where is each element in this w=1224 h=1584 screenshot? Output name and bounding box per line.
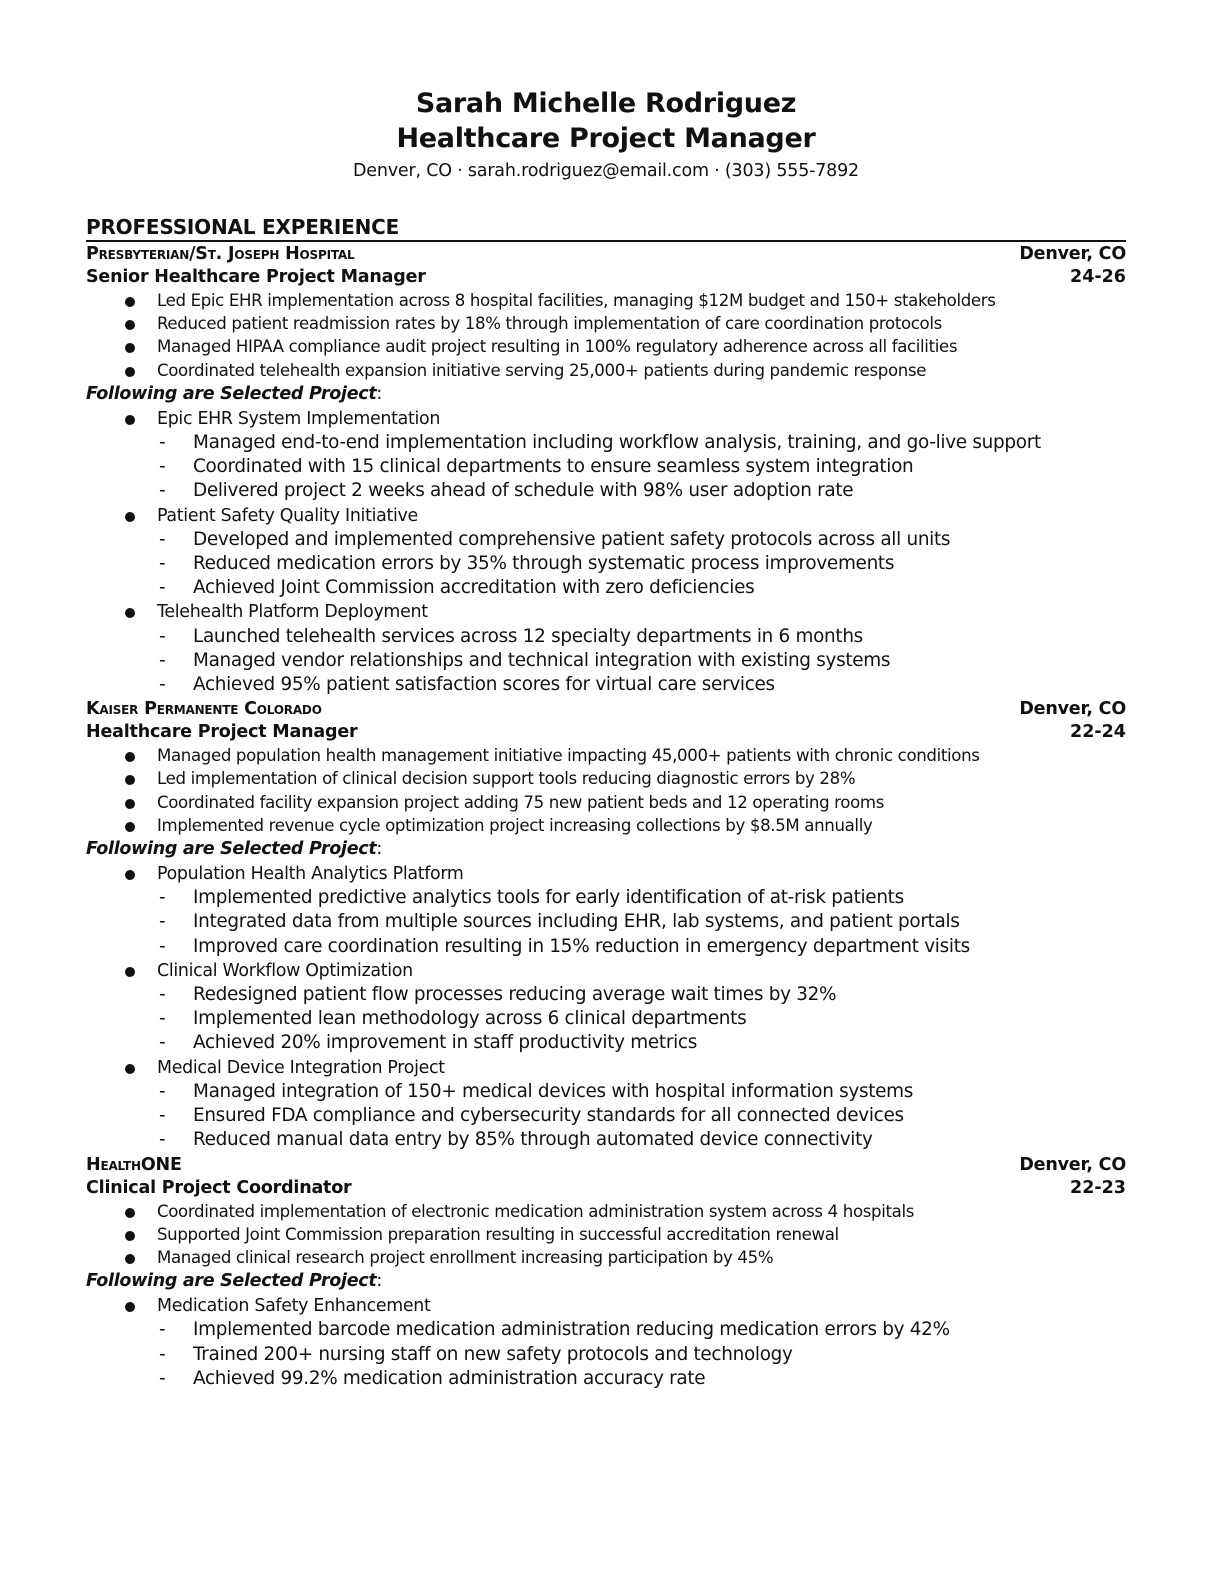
project-name: Telehealth Platform Deployment	[157, 602, 428, 623]
dash-bullet-icon: -	[159, 1343, 166, 1365]
bullet-dot-icon	[125, 822, 135, 832]
dash-bullet-icon: -	[159, 1008, 166, 1030]
dash-bullet-icon: -	[159, 528, 166, 550]
project-detail-item	[157, 1343, 1126, 1367]
job-entry	[86, 1153, 1126, 1391]
dash-bullet-icon: -	[159, 1080, 166, 1102]
achievement-item	[86, 767, 1126, 790]
bullet-dot-icon	[125, 799, 135, 809]
job-role: Clinical Project Coordinator	[86, 1177, 352, 1198]
project-name: Epic EHR System Implementation	[157, 408, 441, 429]
project-detail-text: Managed vendor relationships and technical integration with existing systems	[193, 649, 891, 671]
bullet-dot-icon	[125, 1208, 135, 1218]
dash-bullet-icon: -	[159, 911, 166, 933]
bullet-dot-icon	[125, 608, 135, 618]
selected-projects-heading: Following are Selected Project	[86, 839, 377, 860]
achievement-text: Coordinated implementation of electronic medication administration system across 4 hospitals	[157, 1201, 915, 1221]
project-detail-item	[157, 1318, 1126, 1342]
bullet-dot-icon	[125, 343, 135, 353]
dash-bullet-icon: -	[159, 625, 166, 647]
achievement-item	[86, 1223, 1126, 1246]
achievement-text: Led Epic EHR implementation across 8 hospital facilities, managing $12M budget and 150+ stakeholders	[157, 291, 996, 310]
project-detail-item	[157, 1367, 1126, 1391]
project-item	[86, 959, 1126, 1056]
project-detail-item	[157, 576, 1126, 600]
project-detail-item	[157, 479, 1126, 503]
project-detail-list	[157, 1080, 1126, 1153]
candidate-title: Healthcare Project Manager	[396, 123, 816, 154]
dash-bullet-icon: -	[159, 1367, 166, 1389]
project-detail-text: Delivered project 2 weeks ahead of schedule with 98% user adoption rate	[193, 480, 854, 502]
project-detail-item	[157, 455, 1126, 479]
project-detail-text: Redesigned patient flow processes reducing average wait times by 32%	[193, 984, 837, 1006]
achievement-item	[86, 1200, 1126, 1223]
achievement-text: Managed clinical research project enrollment increasing participation by 45%	[157, 1247, 774, 1267]
achievement-item	[86, 744, 1126, 767]
bullet-dot-icon	[125, 870, 135, 880]
project-item	[86, 1294, 1126, 1391]
project-name: Clinical Workflow Optimization	[157, 960, 413, 981]
project-name: Patient Safety Quality Initiative	[157, 505, 418, 526]
achievement-text: Managed HIPAA compliance audit project resulting in 100% regulatory adherence across all facilities	[157, 337, 958, 357]
dash-bullet-icon: -	[159, 577, 166, 599]
bullet-dot-icon	[125, 320, 135, 330]
dash-bullet-icon: -	[159, 1319, 166, 1341]
project-detail-item	[157, 935, 1126, 959]
project-detail-text: Integrated data from multiple sources including EHR, lab systems, and patient portals	[193, 911, 960, 933]
bullet-dot-icon	[125, 1254, 135, 1264]
project-detail-item	[157, 528, 1126, 552]
project-detail-item	[157, 625, 1126, 649]
selected-projects-heading: Following are Selected Project	[86, 1271, 377, 1292]
project-detail-item	[157, 886, 1126, 910]
job-dates: 22-23	[1070, 1177, 1126, 1198]
selected-projects-heading: Following are Selected Project	[86, 383, 377, 404]
project-detail-item	[157, 910, 1126, 934]
achievement-item	[86, 335, 1126, 358]
job-entry	[86, 697, 1126, 1152]
job-role: Senior Healthcare Project Manager	[86, 267, 426, 287]
selected-projects-label	[86, 1269, 1126, 1294]
project-detail-text: Implemented barcode medication administration reducing medication errors by 42%	[193, 1319, 950, 1341]
project-list	[86, 862, 1126, 1152]
project-detail-text: Managed end-to-end implementation including workflow analysis, training, and go-live support	[193, 432, 1041, 454]
dash-bullet-icon: -	[159, 480, 166, 502]
dash-bullet-icon: -	[159, 984, 166, 1006]
achievement-text: Managed population health management initiative impacting 45,000+ patients with chronic conditions	[157, 746, 980, 766]
dash-bullet-icon: -	[159, 1129, 166, 1151]
resume-header	[86, 0, 1126, 185]
dash-bullet-icon: -	[159, 674, 166, 696]
project-detail-list	[157, 886, 1126, 959]
achievement-item	[86, 289, 1126, 312]
project-name: Population Health Analytics Platform	[157, 864, 464, 885]
job-location: Denver, CO	[1019, 244, 1126, 264]
project-detail-text: Launched telehealth services across 12 specialty departments in 6 months	[193, 625, 863, 647]
project-detail-text: Implemented lean methodology across 6 clinical departments	[193, 1008, 747, 1030]
achievement-text: Implemented revenue cycle optimization project increasing collections by $8.5M annually	[157, 815, 873, 835]
company-row	[86, 697, 1126, 721]
bullet-dot-icon	[125, 415, 135, 425]
dash-bullet-icon: -	[159, 432, 166, 454]
project-detail-text: Implemented predictive analytics tools for early identification of at-risk patients	[193, 887, 904, 909]
selected-projects-colon: :	[376, 1271, 383, 1292]
project-detail-item	[157, 649, 1126, 673]
professional-experience-section	[86, 214, 1126, 1391]
project-detail-item	[157, 673, 1126, 697]
bullet-dot-icon	[125, 967, 135, 977]
project-detail-list	[157, 625, 1126, 698]
bullet-dot-icon	[125, 1064, 135, 1074]
project-detail-text: Managed integration of 150+ medical devices with hospital information systems	[193, 1080, 914, 1102]
role-row	[86, 721, 1126, 744]
project-detail-text: Developed and implemented comprehensive patient safety protocols across all units	[193, 528, 951, 550]
project-detail-item	[157, 1104, 1126, 1128]
project-detail-item	[157, 552, 1126, 576]
project-detail-text: Improved care coordination resulting in 15% reduction in emergency department visits	[193, 935, 970, 957]
job-role: Healthcare Project Manager	[86, 722, 358, 743]
project-item	[86, 862, 1126, 959]
bullet-dot-icon	[125, 297, 135, 307]
project-detail-item	[157, 1128, 1126, 1152]
project-detail-text: Trained 200+ nursing staff on new safety protocols and technology	[193, 1343, 793, 1365]
dash-bullet-icon: -	[159, 553, 166, 575]
company-name: HealthONE	[86, 1154, 182, 1175]
job-location: Denver, CO	[1019, 699, 1126, 720]
project-detail-item	[157, 1007, 1126, 1031]
achievement-text: Reduced patient readmission rates by 18% through implementation of care coordination protocols	[157, 314, 942, 334]
project-name: Medication Safety Enhancement	[157, 1296, 431, 1317]
project-name: Medical Device Integration Project	[157, 1057, 445, 1078]
project-detail-list	[157, 983, 1126, 1056]
achievement-item	[86, 359, 1126, 382]
job-dates: 24-26	[1070, 267, 1126, 287]
achievement-item	[86, 814, 1126, 837]
selected-projects-colon: :	[376, 383, 383, 404]
project-detail-item	[157, 1080, 1126, 1104]
jobs-list	[86, 242, 1126, 1391]
project-detail-text: Achieved 95% patient satisfaction scores for virtual care services	[193, 674, 775, 696]
selected-projects-label	[86, 382, 1126, 407]
project-item	[86, 600, 1126, 697]
resume-page	[86, 0, 1126, 1391]
achievement-text: Coordinated facility expansion project adding 75 new patient beds and 12 operating rooms	[157, 792, 884, 812]
project-list	[86, 407, 1126, 697]
company-name: Kaiser Permanente Colorado	[86, 699, 322, 720]
company-row	[86, 1153, 1126, 1177]
project-item	[86, 407, 1126, 504]
project-detail-text: Coordinated with 15 clinical departments to ensure seamless system integration	[193, 456, 914, 478]
achievement-list	[86, 744, 1126, 837]
project-detail-item	[157, 1031, 1126, 1055]
dash-bullet-icon: -	[159, 1105, 166, 1127]
project-detail-text: Achieved Joint Commission accreditation with zero deficiencies	[193, 577, 755, 599]
achievement-text: Coordinated telehealth expansion initiative serving 25,000+ patients during pandemic response	[157, 360, 927, 380]
project-detail-list	[157, 431, 1126, 504]
project-item	[86, 1056, 1126, 1153]
section-title: PROFESSIONAL EXPERIENCE	[86, 215, 400, 239]
project-detail-text: Ensured FDA compliance and cybersecurity standards for all connected devices	[193, 1105, 904, 1127]
project-list	[86, 1294, 1126, 1391]
candidate-name: Sarah Michelle Rodriguez	[415, 88, 797, 119]
project-item	[86, 504, 1126, 601]
role-row	[86, 266, 1126, 289]
project-detail-text: Reduced medication errors by 35% through systematic process improvements	[193, 553, 895, 575]
contact-line: Denver, CO · sarah.rodriguez@email.com · (303) 555-7892	[353, 161, 859, 181]
dash-bullet-icon: -	[159, 456, 166, 478]
bullet-dot-icon	[125, 367, 135, 377]
achievement-item	[86, 1246, 1126, 1269]
achievement-item	[86, 312, 1126, 335]
achievement-item	[86, 791, 1126, 814]
job-dates: 22-24	[1070, 722, 1126, 743]
selected-projects-label	[86, 837, 1126, 862]
dash-bullet-icon: -	[159, 935, 166, 957]
job-location: Denver, CO	[1019, 1154, 1126, 1175]
dash-bullet-icon: -	[159, 649, 166, 671]
achievement-list	[86, 289, 1126, 382]
achievement-text: Supported Joint Commission preparation resulting in successful accreditation renewal	[157, 1224, 839, 1244]
project-detail-item	[157, 431, 1126, 455]
company-row	[86, 242, 1126, 266]
company-name: Presbyterian/St. Joseph Hospital	[86, 244, 355, 264]
role-row	[86, 1177, 1126, 1200]
bullet-dot-icon	[125, 512, 135, 522]
project-detail-text: Achieved 20% improvement in staff productivity metrics	[193, 1032, 697, 1054]
bullet-dot-icon	[125, 1231, 135, 1241]
bullet-dot-icon	[125, 752, 135, 762]
achievement-list	[86, 1200, 1126, 1270]
project-detail-item	[157, 983, 1126, 1007]
dash-bullet-icon: -	[159, 1032, 166, 1054]
selected-projects-colon: :	[376, 839, 383, 860]
project-detail-list	[157, 1318, 1126, 1391]
bullet-dot-icon	[125, 775, 135, 785]
dash-bullet-icon: -	[159, 887, 166, 909]
project-detail-text: Achieved 99.2% medication administration accuracy rate	[193, 1367, 706, 1389]
project-detail-text: Reduced manual data entry by 85% through automated device connectivity	[193, 1129, 873, 1151]
project-detail-list	[157, 528, 1126, 601]
bullet-dot-icon	[125, 1302, 135, 1312]
achievement-text: Led implementation of clinical decision support tools reducing diagnostic errors by 28%	[157, 769, 856, 789]
job-entry	[86, 242, 1126, 697]
